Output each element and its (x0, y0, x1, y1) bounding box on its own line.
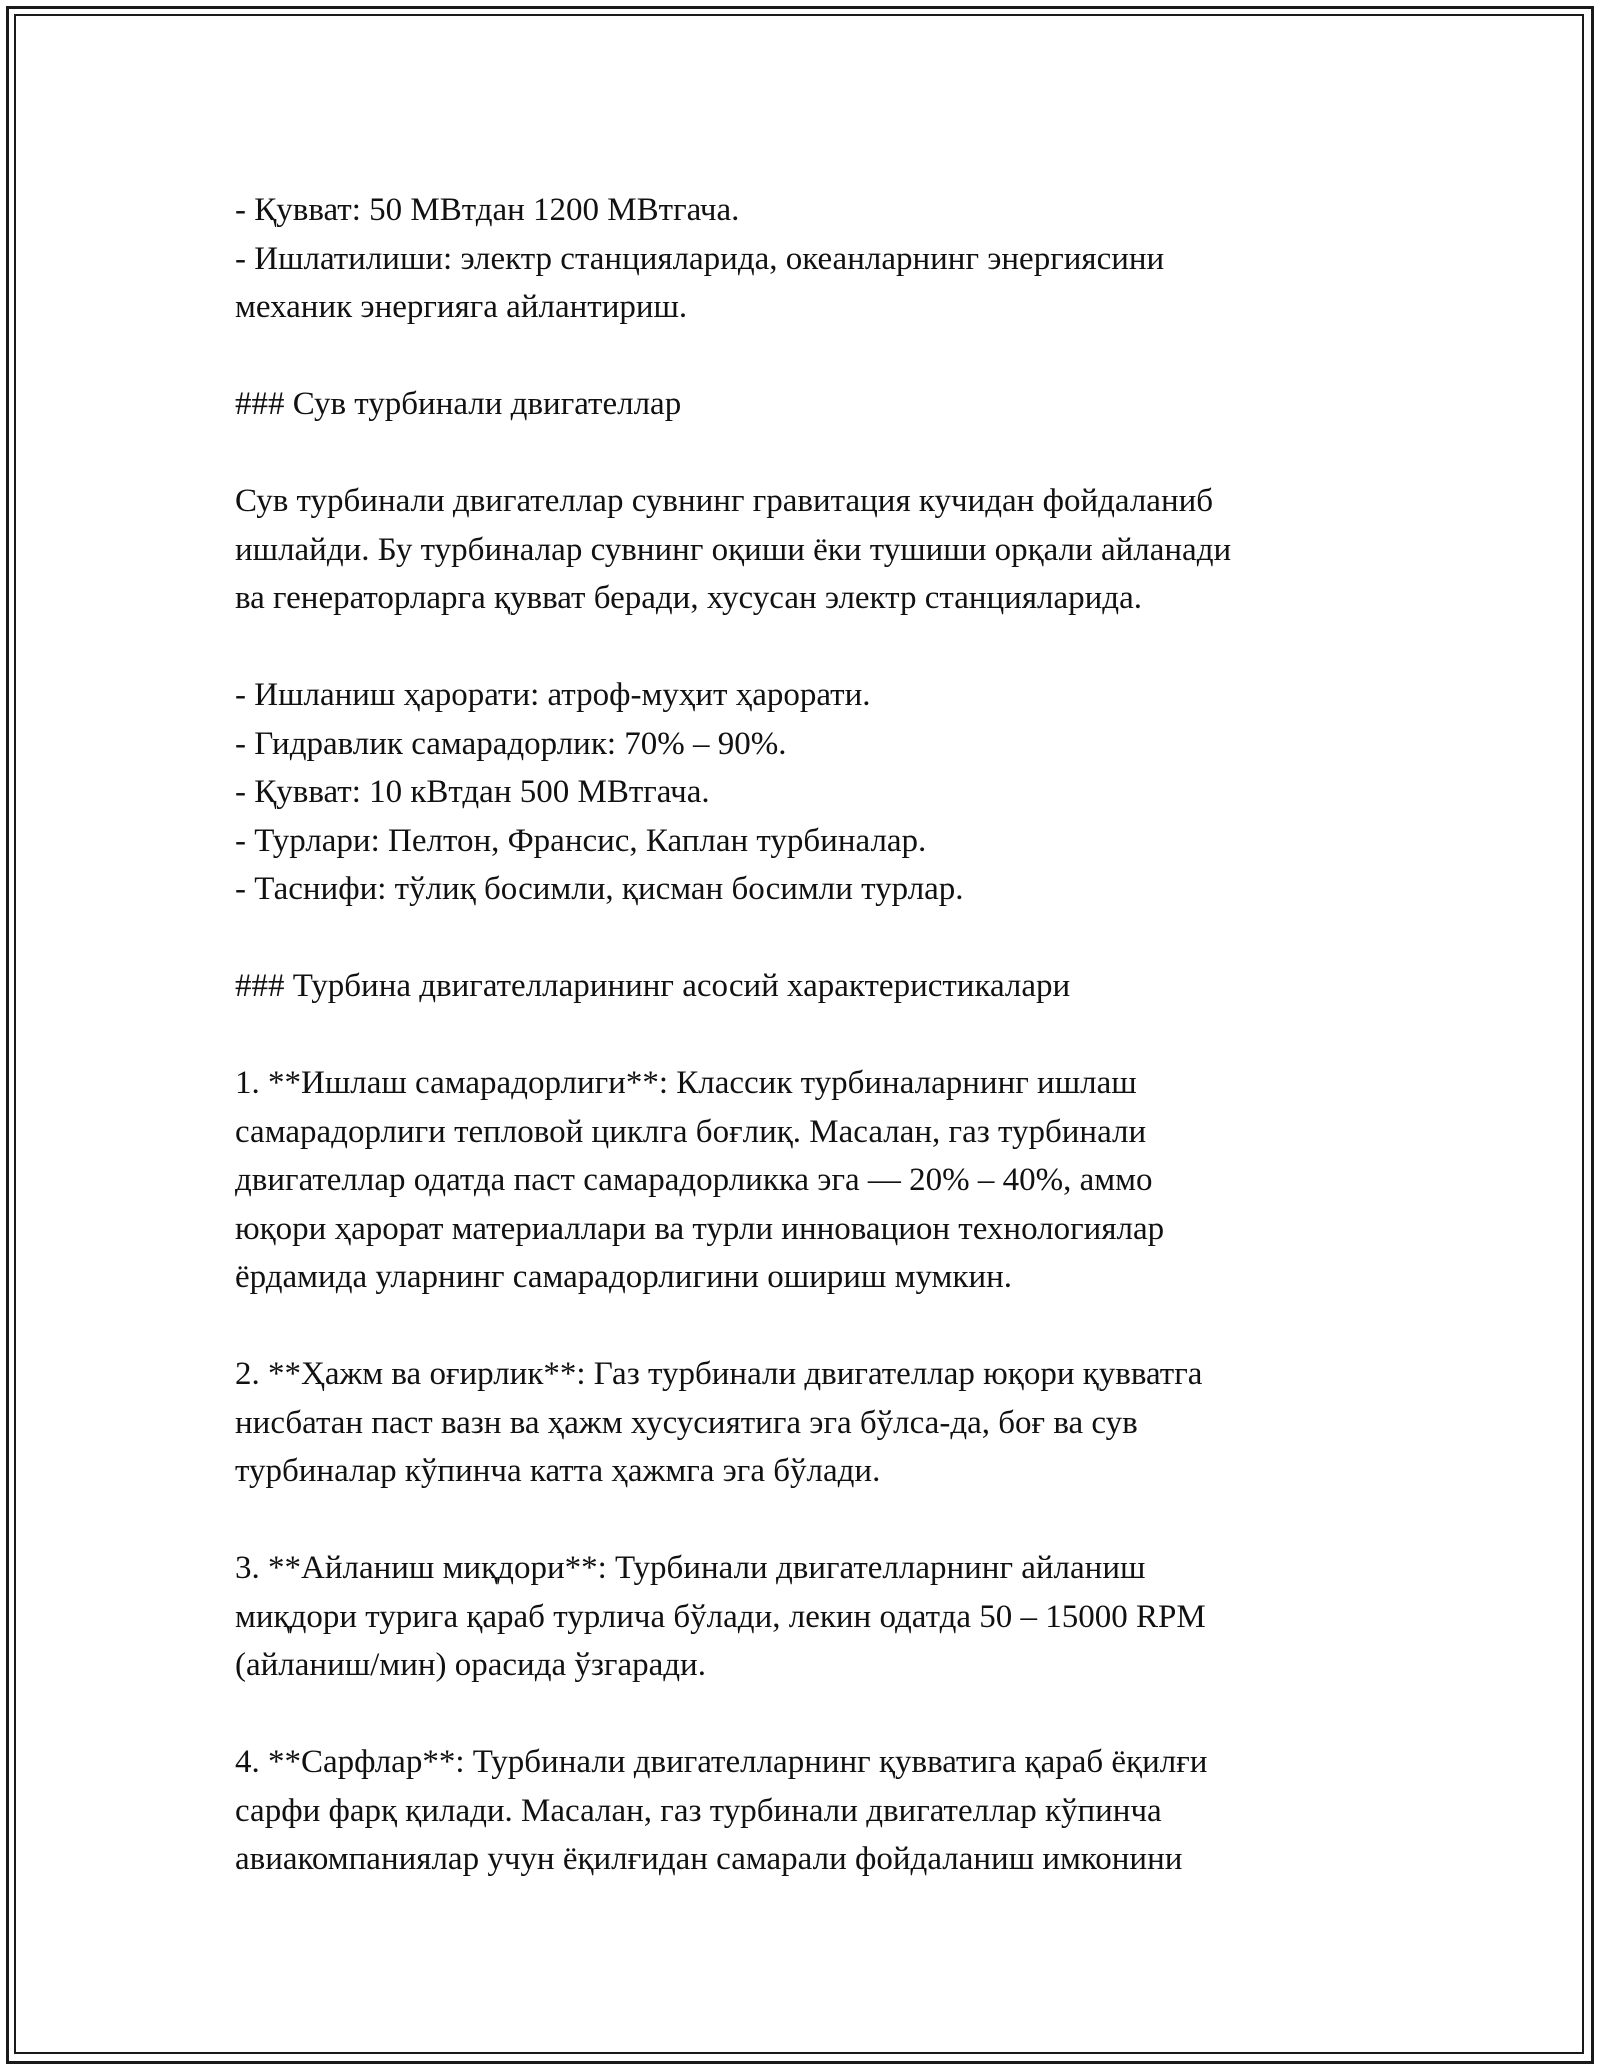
blank-line (235, 1690, 1385, 1739)
blank-line (235, 1496, 1385, 1545)
text-line: 2. **Ҳажм ва оғирлик**: Газ турбинали двигателлар юқори қувватга (235, 1356, 1203, 1392)
text-line: ёрдамида уларнинг самарадорлигини ошириш мумкин. (235, 1259, 1013, 1295)
text-line: 1. **Ишлаш самарадорлиги**: Классик турбиналарнинг ишлаш (235, 1065, 1137, 1101)
text-line: (айланиш/мин) орасида ўзгаради. (235, 1647, 706, 1683)
text-line: Сув турбинали двигателлар сувнинг гравитация кучидан фойдаланиб (235, 483, 1214, 519)
blank-line (235, 623, 1385, 672)
blank-line (235, 429, 1385, 478)
text-line: самарадорлиги тепловой циклга боғлиқ. Масалан, газ турбинали (235, 1113, 1147, 1150)
document-body (235, 186, 1385, 1884)
text-line: миқдори турига қараб турлича бўлади, лекин одатда 50 – 15000 RPM (235, 1598, 1206, 1635)
text-line: юқори ҳарорат материаллари ва турли инновацион технологиялар (235, 1210, 1165, 1247)
text-line: 3. **Айланиш миқдори**: Турбинали двигателларнинг айланиш (235, 1550, 1146, 1586)
text-line: механик энергияга айлантириш. (235, 289, 688, 325)
text-line: ва генераторларга қувват беради, хусусан электр станцияларида. (235, 580, 1142, 616)
list-item: - Турлари: Пелтон, Франсис, Каплан турбиналар. (235, 822, 927, 859)
list-item: - Таснифи: тўлиқ босимли, қисман босимли турлар. (235, 871, 964, 907)
text-line: двигателлар одатда паст самарадорликка эга — 20% – 40%, аммо (235, 1162, 1153, 1198)
text-line: нисбатан паст вазн ва ҳажм хусусиятига эга бўлса-да, боғ ва сув (235, 1404, 1138, 1441)
list-item: - Гидравлик самарадорлик: 70% – 90%. (235, 725, 787, 762)
text-line: сарфи фарқ қилади. Масалан, газ турбинали двигателлар кўпинча (235, 1792, 1162, 1829)
blank-line (235, 914, 1385, 963)
text-line: - Ишлатилиши: электр станцияларида, океанларнинг энергиясини (235, 240, 1165, 277)
text-line: авиакомпаниялар учун ёқилғидан самарали фойдаланиш имконини (235, 1841, 1183, 1877)
blank-line (235, 1302, 1385, 1351)
list-item: - Қувват: 10 кВтдан 500 МВтгача. (235, 774, 710, 810)
text-line: ишлайди. Бу турбиналар сувнинг оқиши ёки тушиши орқали айланади (235, 531, 1232, 568)
section-heading: ### Турбина двигателларининг асосий характеристикалари (235, 968, 1071, 1004)
text-line: 4. **Сарфлар**: Турбинали двигателларнинг қувватига қараб ёқилғи (235, 1744, 1208, 1780)
blank-line (235, 1011, 1385, 1060)
text-line: - Қувват: 50 МВтдан 1200 МВтгача. (235, 192, 740, 228)
section-heading: ### Сув турбинали двигателлар (235, 386, 682, 422)
blank-line (235, 332, 1385, 381)
text-line: турбиналар кўпинча катта ҳажмга эга бўлади. (235, 1453, 881, 1489)
list-item: - Ишланиш ҳарорати: атроф-муҳит ҳарорати. (235, 677, 871, 713)
